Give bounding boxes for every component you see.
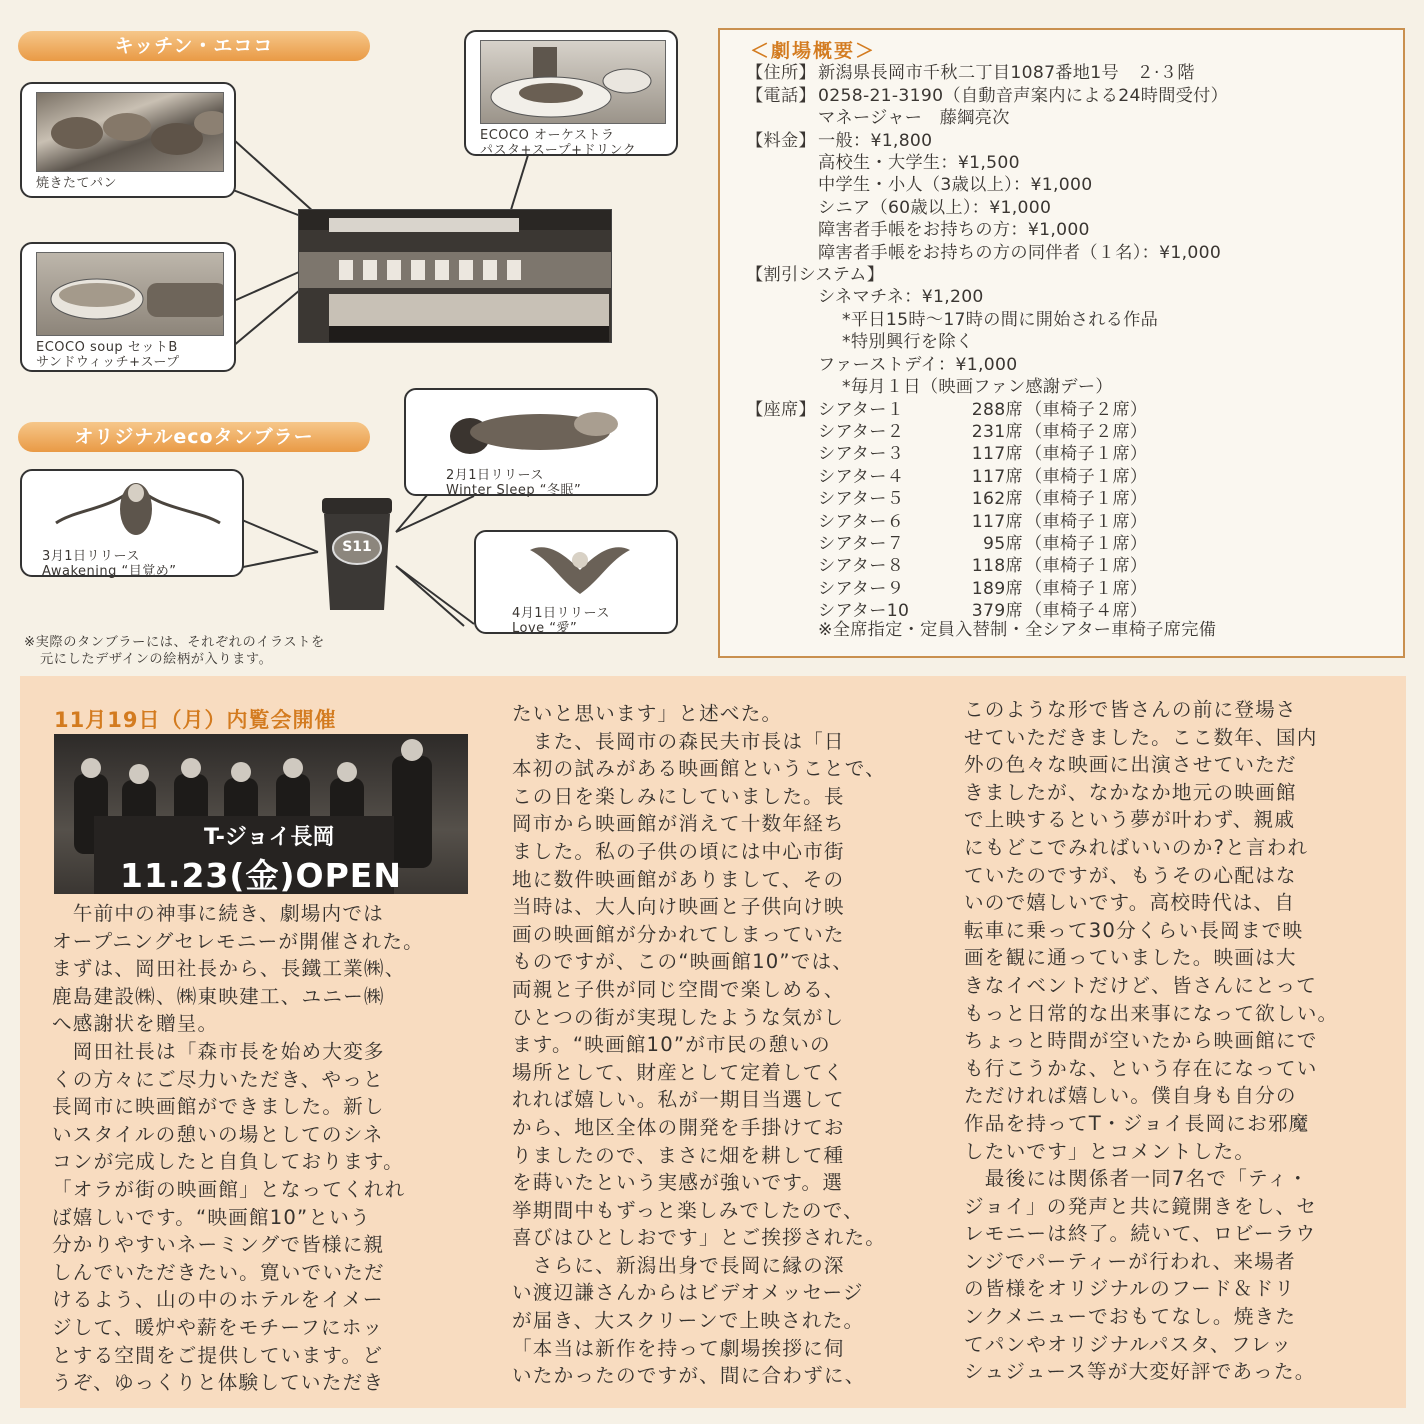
winter-sleep-callout (404, 388, 658, 496)
article-line: い渡辺謙さんからはビデオメッセージ (512, 1281, 864, 1305)
article-line: にもどこでみればいいのか?と言われ (964, 835, 1309, 859)
love-illustration (490, 540, 670, 598)
article-line: で上映するという夢が叶わず、親戚 (964, 808, 1296, 832)
article-line: 「オラが街の映画館」となってくれれ (52, 1177, 406, 1201)
article-line: 鹿島建設㈱、㈱東映建工、ユニー㈱ (52, 984, 385, 1008)
seat-list (818, 399, 1147, 623)
awakening-caption-1: 3月1日リリース (42, 549, 140, 564)
discount-cine-note-1: *平日15時～17時の間に開始される作品 (842, 309, 1159, 330)
article-line: てパンやオリジナルパスタ、フレッ (964, 1332, 1293, 1356)
seat-count: 95席 (983, 533, 1023, 554)
fee-junior: 中学生・小人（3歳以上）：¥1,000 (818, 175, 1093, 196)
seat-name: シアター３ (818, 444, 905, 465)
fee-senior: シニア（60歳以上）：¥1,000 (818, 197, 1052, 218)
article-line: も行こうかな、という存在になってい (964, 1056, 1318, 1080)
article-line: 地に数件映画館がありまして、その (512, 867, 845, 891)
article-panel (20, 676, 1406, 1408)
kitchen-header: キッチン・エココ (18, 31, 370, 61)
seat-row (818, 488, 1147, 510)
article-line: 両親と子供が同じ空間で楽しめる、 (512, 977, 845, 1001)
seat-wheel: （車椅子１席） (1025, 511, 1148, 532)
awakening-illustration (36, 479, 236, 541)
soup-set-caption-1: ECOCO soup セットB (36, 340, 178, 355)
article-line: 喜びはひとしおです」とご挨拶された。 (512, 1226, 887, 1250)
seat-name: シアター２ (818, 421, 905, 442)
fee-general: 一般：¥1,800 (818, 130, 933, 151)
seat-wheel: （車椅子１席） (1025, 466, 1148, 487)
orchestra-caption-1: ECOCO オーケストラ (480, 128, 615, 143)
article-line: 場所として、財産として定着してく (512, 1060, 845, 1084)
article-line: から、地区全体の開発を手掛けてお (512, 1115, 845, 1139)
article-line: ンクメニューでおもてなし。焼きた (964, 1305, 1297, 1329)
bread-callout (20, 82, 236, 198)
seat-name: シアター７ (818, 533, 905, 554)
article-line: が届き、大スクリーンで上映された。 (512, 1309, 865, 1333)
article-line: シュジュース等が大変好評であった。 (964, 1360, 1316, 1384)
winter-sleep-caption-1: 2月1日リリース (446, 468, 544, 483)
article-line: 当時は、大人向け映画と子供向け映 (512, 895, 845, 919)
article-line: このような形で皆さんの前に登場さ (964, 698, 1297, 721)
tumbler-header: オリジナルecoタンブラー (18, 422, 370, 452)
address-value: 新潟県長岡市千秋二丁目1087番地1号 ２·３階 (818, 63, 1195, 84)
discount-label: 【割引システム】 (746, 265, 885, 286)
overview-title: ＜劇場概要＞ (750, 40, 877, 62)
seat-wheel: （車椅子４席） (1025, 601, 1148, 622)
winter-sleep-caption-2: Winter Sleep “冬眠” (446, 483, 582, 498)
article-line: たいと思います」と述べた。 (512, 702, 783, 725)
tumbler-cup-icon (316, 498, 398, 614)
article-line: 転車に乗って30分くらい長岡まで映 (964, 918, 1304, 942)
discount-cine: シネマチネ：¥1,200 (818, 287, 984, 308)
fee-label: 【料金】 (746, 130, 816, 151)
fee-highschool: 高校生・大学生：¥1,500 (818, 153, 1020, 174)
love-callout (474, 530, 678, 634)
article-line: したいです」とコメントした。 (964, 1139, 1256, 1163)
love-caption-1: 4月1日リリース (512, 606, 610, 621)
soup-set-caption-2: サンドウィッチ+スープ (36, 355, 180, 370)
tumbler-note: ※実際のタンブラーには、それぞれのイラストを 元にしたデザインの絵柄が入ります。 (24, 635, 325, 667)
soup-set-photo (36, 252, 224, 336)
bread-photo (36, 92, 224, 172)
seat-count: 117席 (971, 466, 1023, 487)
article-line: もっと日常的な出来事になって欲しい。 (964, 1001, 1339, 1025)
winter-sleep-illustration (420, 398, 650, 460)
article-line: 作品を持ってT・ジョイ長岡にお邪魔 (964, 1111, 1310, 1135)
discount-firstday: ファーストデイ：¥1,000 (818, 354, 1018, 375)
article-line: オープニングセレモニーが開催された。 (52, 929, 424, 953)
article-line: しんでいただきたい。寛いでいただ (52, 1260, 385, 1284)
article-line: 岡市から映画館が消えて十数年経ち (512, 812, 845, 836)
banner-brand: T-ジョイ長岡 (204, 825, 335, 850)
discount-firstday-note: *毎月１日（映画ファン感謝デー） (842, 377, 1113, 398)
seat-row (818, 421, 1147, 443)
seat-name: シアター10 (818, 601, 910, 622)
article-line: いたかったのですが、間に合わずに、 (512, 1364, 866, 1388)
article-line: せていただきました。ここ数年、国内 (964, 725, 1318, 749)
article-line: ひとつの街が実現したような気がし (512, 1005, 845, 1029)
article-line: ンジでパーティーが行われ、来場者 (964, 1249, 1296, 1273)
article-line: 挙期間中もずっと楽しみでしたので、 (512, 1198, 864, 1222)
article-line: まずは、岡田社長から、長鐵工業㈱、 (52, 957, 406, 981)
awakening-caption-2: Awakening “目覚め” (42, 564, 177, 579)
article-line: きなイベントだけど、皆さんにとって (964, 973, 1318, 997)
article-line: 長岡市に映画館ができました。新し (52, 1095, 385, 1119)
soup-set-callout (20, 242, 236, 372)
seat-note: ※全席指定・定員入替制・全シアター車椅子席完備 (818, 619, 1217, 640)
seat-row (818, 399, 1147, 421)
ceremony-photo (54, 734, 468, 894)
seat-count: 162席 (971, 489, 1023, 510)
seat-name: シアター８ (818, 556, 905, 577)
article-line: 外の色々な映画に出演させていただ (964, 753, 1297, 777)
article-line: ジして、暖炉や薪をモチーフにホッ (52, 1315, 384, 1339)
seat-wheel: （車椅子１席） (1025, 489, 1148, 510)
theater-overview (718, 28, 1405, 658)
article-title: 11月19日（月）内覧会開催 (54, 708, 337, 732)
article-line: ました。私の子供の頃には中心市街 (512, 839, 845, 863)
article-line: ていたのですが、もうその心配はな (964, 863, 1297, 887)
article-line: いので嬉しいです。高校時代は、自 (964, 891, 1296, 915)
seat-wheel: （車椅子２席） (1025, 399, 1148, 420)
seat-name: シアター１ (818, 399, 905, 420)
seat-row (818, 578, 1147, 600)
phone-label: 【電話】 (746, 85, 816, 106)
banner-date: 11.23(金)OPEN (120, 856, 402, 894)
article-column-2 (512, 700, 886, 1390)
seat-row (818, 533, 1147, 555)
seat-row (818, 466, 1147, 488)
article-line: の皆様をオリジナルのフード＆ドリ (964, 1277, 1296, 1301)
tumbler-logo: S11 (342, 539, 372, 555)
article-line: へ感謝状を贈呈。 (52, 1012, 219, 1036)
article-line: レモニーは終了。続いて、ロビーラウ (964, 1222, 1317, 1246)
discount-cine-note-2: *特別興行を除く (842, 332, 974, 353)
seat-count: 117席 (971, 444, 1023, 465)
seat-row (818, 555, 1147, 577)
orchestra-callout (464, 30, 678, 156)
article-line: この日を楽しみにしていました。長 (512, 784, 845, 808)
article-line: とする空間をご提供しています。ど (52, 1343, 384, 1367)
seat-count: 118席 (971, 556, 1023, 577)
seat-count: 117席 (971, 511, 1023, 532)
orchestra-caption-2: パスタ+スープ+ドリンク (480, 143, 637, 158)
pasta-plate-icon (481, 41, 661, 124)
article-line: いスタイルの憩いの場としてのシネ (52, 1122, 384, 1146)
article-line: ば嬉しいです。“映画館10”という (52, 1205, 371, 1229)
seat-wheel: （車椅子１席） (1025, 533, 1148, 554)
article-column-3 (964, 696, 1338, 1386)
seat-count: 379席 (971, 601, 1023, 622)
article-line: を蒔いたという実感が強いです。選 (512, 1171, 844, 1195)
article-line: コンが完成したと自負しております。 (52, 1150, 404, 1174)
seat-row (818, 443, 1147, 465)
article-line: また、長岡市の森民夫市長は「日 (512, 729, 845, 753)
bread-caption: 焼きたてパン (36, 176, 118, 191)
fee-companion: 障害者手帳をお持ちの方の同伴者（１名）：¥1,000 (818, 242, 1222, 263)
love-caption-2: Love “愛” (512, 621, 578, 636)
seat-count: 231席 (971, 421, 1023, 442)
article-line: うぞ、ゆっくりと体験していただき (52, 1371, 385, 1395)
article-line: 画を観に通っていました。映画は大 (964, 946, 1297, 970)
article-line: 画の映画館が分かれてしまっていた (512, 922, 845, 946)
article-line: 最後には関係者一同7名で「ティ・ (964, 1167, 1309, 1191)
article-column-1 (52, 900, 424, 1397)
soup-bowl-icon (37, 253, 224, 336)
article-line: ものですが、この“映画館10”では、 (512, 950, 854, 974)
article-line: れれば嬉しい。私が一期目当選して (512, 1088, 845, 1112)
article-line: ただければ嬉しい。僕自身も自分の (964, 1084, 1297, 1108)
phone-value: 0258-21-3190（自動音声案内による24時間受付） (818, 85, 1229, 106)
article-line: ちょっと時間が空いたから映画館にで (964, 1029, 1318, 1053)
seat-name: シアター６ (818, 511, 905, 532)
seat-name: シアター９ (818, 578, 905, 599)
article-line: きましたが、なかなか地元の映画館 (964, 780, 1297, 804)
awakening-callout (20, 469, 244, 577)
seat-count: 189席 (971, 578, 1023, 599)
fee-disabled: 障害者手帳をお持ちの方：¥1,000 (818, 220, 1090, 241)
article-line: くの方々にご尽力いただき、やっと (52, 1067, 384, 1091)
article-line: 「本当は新作を持って劇場挨拶に伺 (512, 1336, 845, 1360)
article-line: 岡田社長は「森市長を始め大変多 (52, 1039, 385, 1063)
manager-value: マネージャー 藤綱亮次 (818, 108, 1010, 129)
article-line: 分かりやすいネーミングで皆様に親 (52, 1233, 385, 1257)
seat-wheel: （車椅子２席） (1025, 421, 1148, 442)
seat-name: シアター５ (818, 489, 905, 510)
bread-icon (37, 93, 224, 172)
article-line: 午前中の神事に続き、劇場内では (52, 902, 384, 925)
seat-wheel: （車椅子１席） (1025, 578, 1148, 599)
seat-row (818, 511, 1147, 533)
article-line: けるよう、山の中のホテルをイメー (52, 1288, 384, 1312)
cafe-counter-photo (298, 209, 612, 343)
seat-name: シアター４ (818, 466, 905, 487)
seat-wheel: （車椅子１席） (1025, 556, 1148, 577)
seat-wheel: （車椅子１席） (1025, 444, 1148, 465)
seat-label: 【座席】 (746, 399, 816, 420)
article-line: ます。“映画館10”が市民の憩いの (512, 1033, 831, 1057)
article-line: さらに、新潟出身で長岡に縁の深 (512, 1253, 845, 1277)
article-line: りましたので、まさに畑を耕して種 (512, 1143, 845, 1167)
address-label: 【住所】 (746, 63, 816, 84)
article-line: 本初の試みがある映画館ということで、 (512, 757, 886, 781)
orchestra-photo (480, 40, 666, 124)
article-line: ジョイ」の発声と共に鏡開きをし、セ (964, 1194, 1318, 1218)
seat-count: 288席 (971, 399, 1023, 420)
